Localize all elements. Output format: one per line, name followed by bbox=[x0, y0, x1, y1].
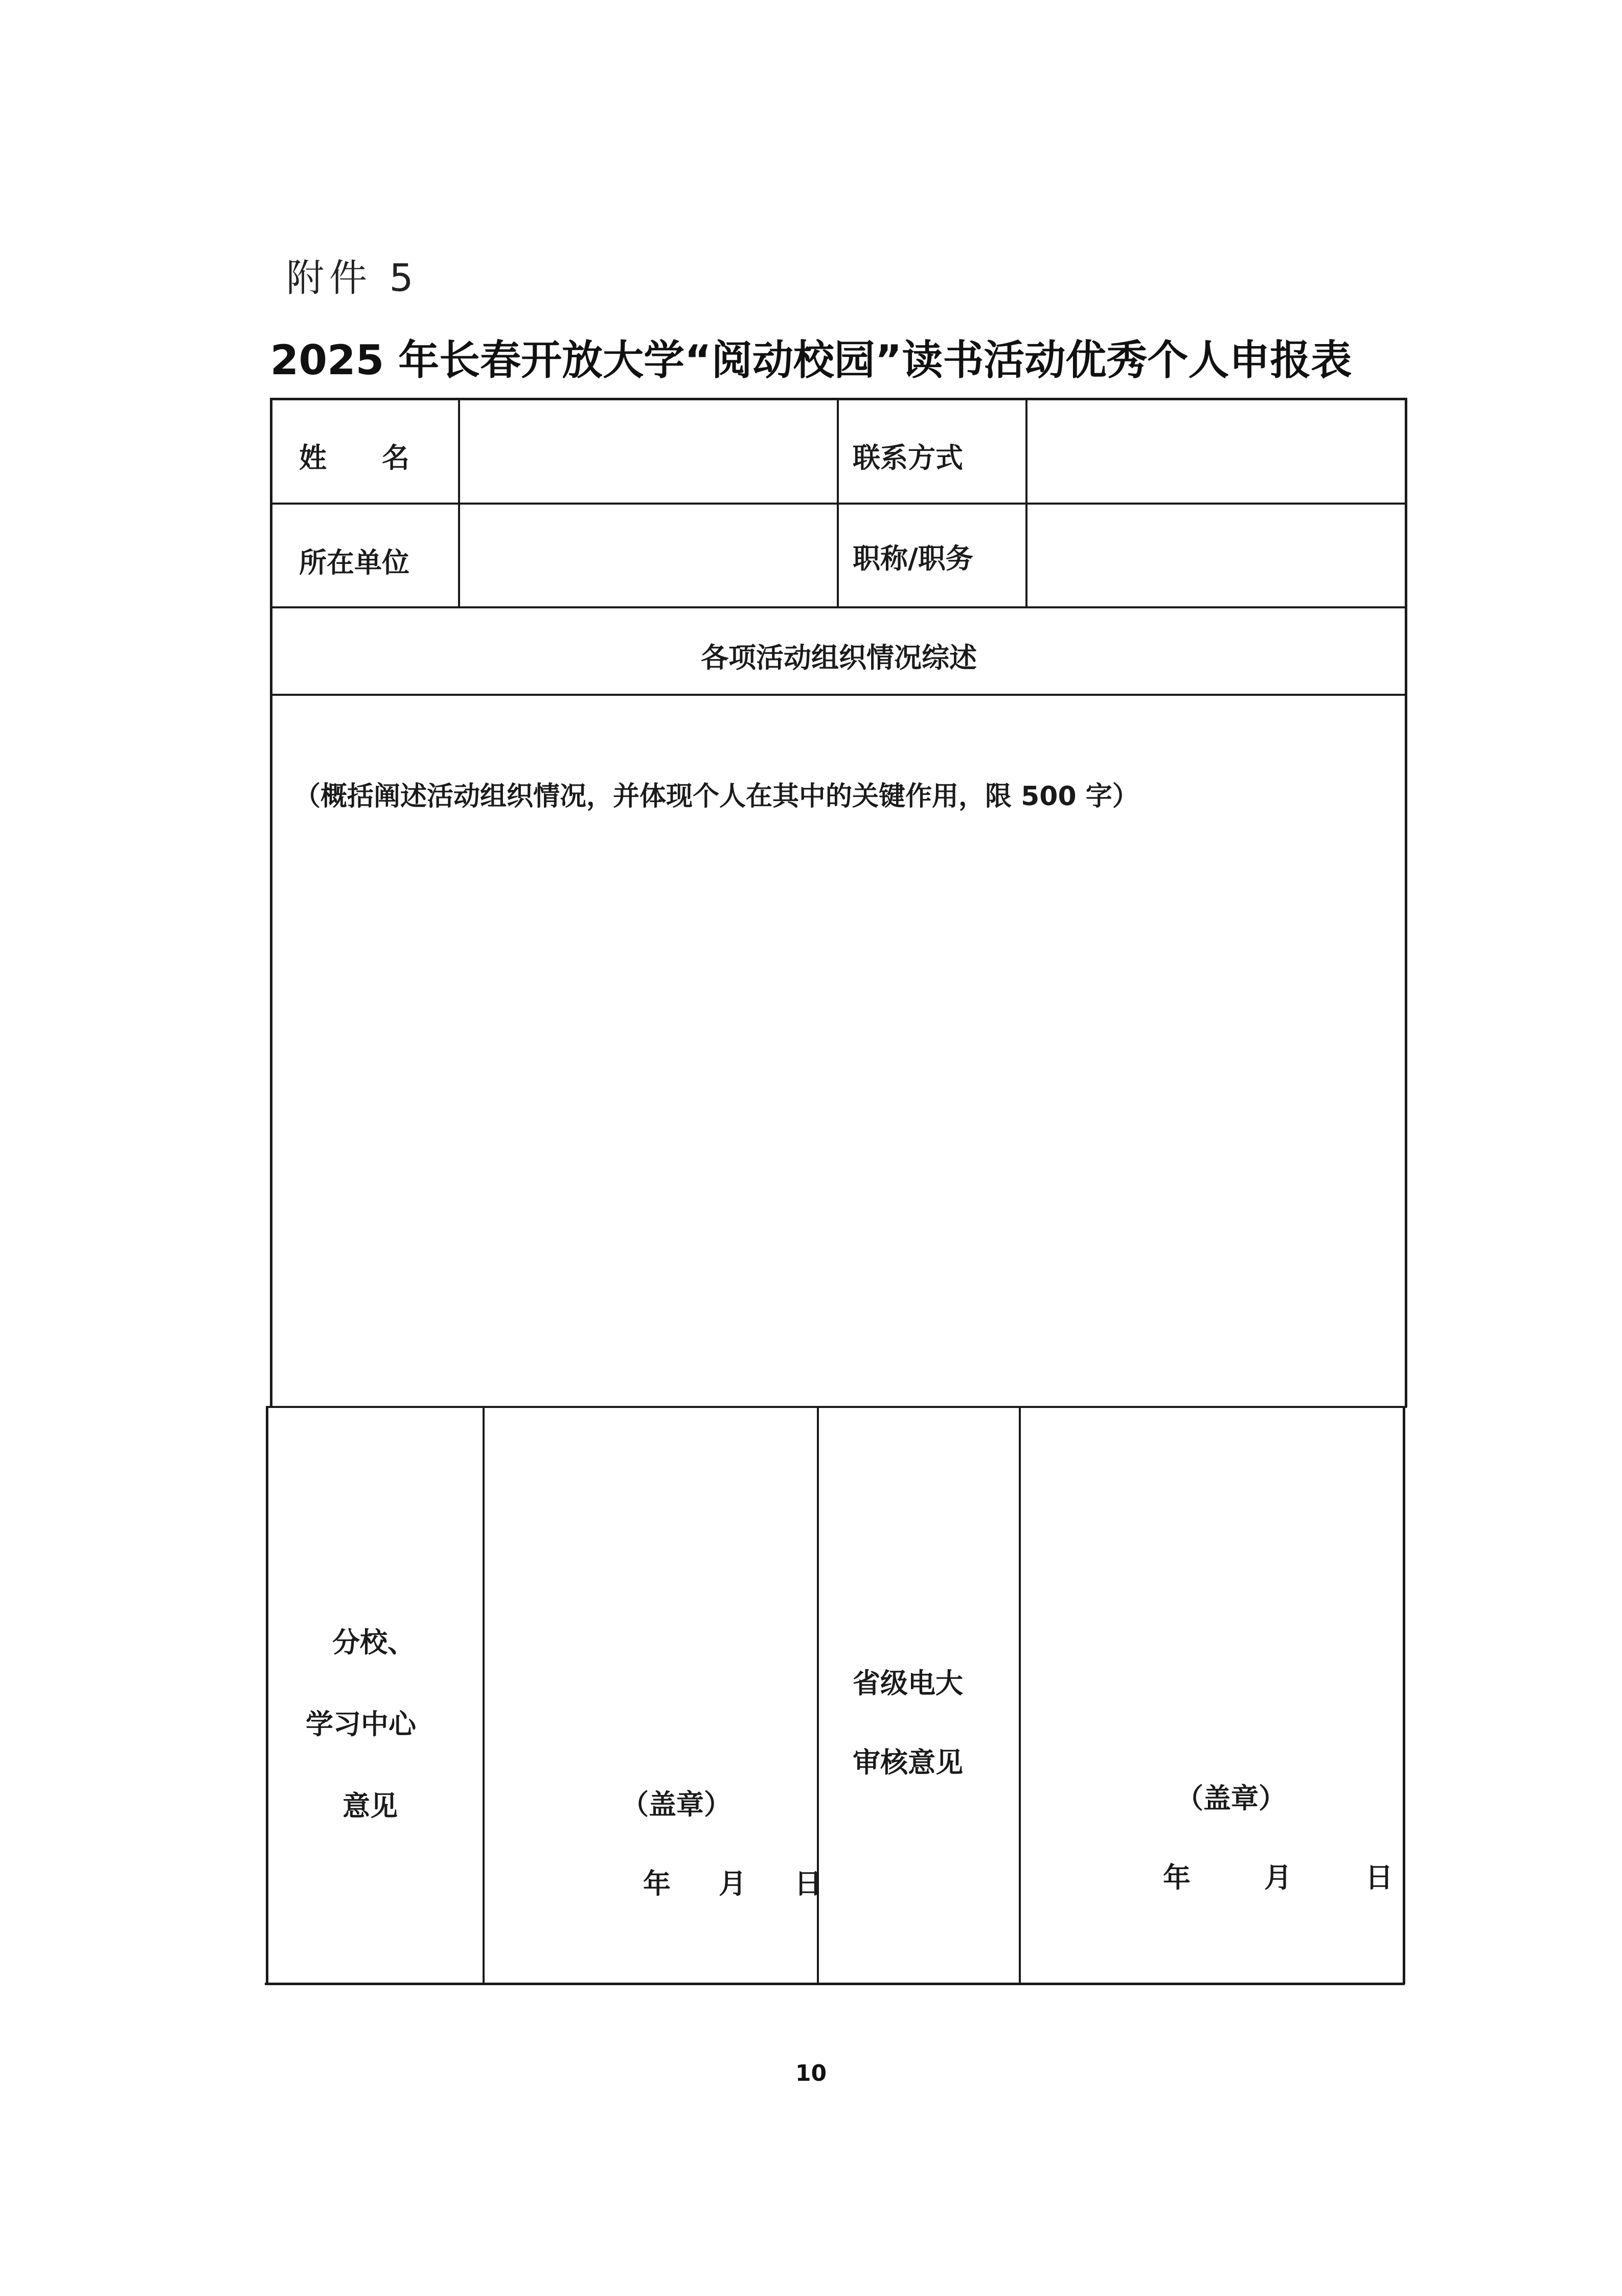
table-border-top bbox=[271, 398, 1407, 400]
summary-hint: （概括阐述活动组织情况，并体现个人在其中的关键作用，限 500 字） bbox=[294, 781, 1139, 812]
provincial-review-field[interactable] bbox=[1022, 1409, 1402, 1982]
branch-opinion-label-line3: 意见 bbox=[342, 1790, 398, 1822]
table-rule bbox=[267, 1406, 1407, 1408]
table-rule bbox=[271, 606, 1407, 608]
title-position-field[interactable] bbox=[1029, 506, 1404, 605]
table-rule bbox=[837, 398, 839, 607]
contact-field[interactable] bbox=[1029, 401, 1404, 502]
table-border-right bbox=[1405, 398, 1407, 1407]
form-title: 2025 年长春开放大学“阅动校园”读书活动优秀个人申报表 bbox=[270, 336, 1352, 384]
table-border-left bbox=[266, 1406, 268, 1984]
table-border-bottom bbox=[265, 1983, 1405, 1985]
section-header: 各项活动组织情况综述 bbox=[701, 642, 977, 674]
contact-label: 联系方式 bbox=[853, 442, 963, 474]
unit-label: 所在单位 bbox=[299, 547, 409, 579]
provincial-seal: （盖章） bbox=[1176, 1782, 1286, 1814]
attachment-label: 附件 5 bbox=[286, 256, 419, 300]
branch-opinion-label-line1: 分校、 bbox=[332, 1626, 415, 1658]
table-rule bbox=[458, 398, 460, 607]
unit-field[interactable] bbox=[461, 506, 836, 605]
table-border-right bbox=[1403, 1406, 1405, 1984]
title-position-label: 职称/职务 bbox=[853, 542, 973, 575]
table-rule bbox=[483, 1406, 485, 1984]
table-border-left bbox=[270, 398, 272, 1407]
provincial-review-label-line1: 省级电大 bbox=[853, 1667, 963, 1699]
name-field[interactable] bbox=[461, 401, 836, 502]
provincial-date: 年 月 日 bbox=[1163, 1861, 1399, 1894]
name-label: 姓 名 bbox=[299, 442, 409, 474]
table-rule bbox=[271, 503, 1407, 505]
branch-seal: （盖章） bbox=[621, 1788, 732, 1821]
table-rule bbox=[1019, 1406, 1021, 1984]
provincial-review-label-line2: 审核意见 bbox=[853, 1746, 963, 1779]
summary-textarea[interactable] bbox=[273, 697, 1403, 1405]
page-number: 10 bbox=[795, 2060, 827, 2086]
branch-opinion-label-line2: 学习中心 bbox=[306, 1708, 416, 1740]
table-rule bbox=[1025, 398, 1027, 607]
branch-date: 年 月 日 bbox=[643, 1868, 832, 1900]
table-rule bbox=[271, 694, 1407, 696]
